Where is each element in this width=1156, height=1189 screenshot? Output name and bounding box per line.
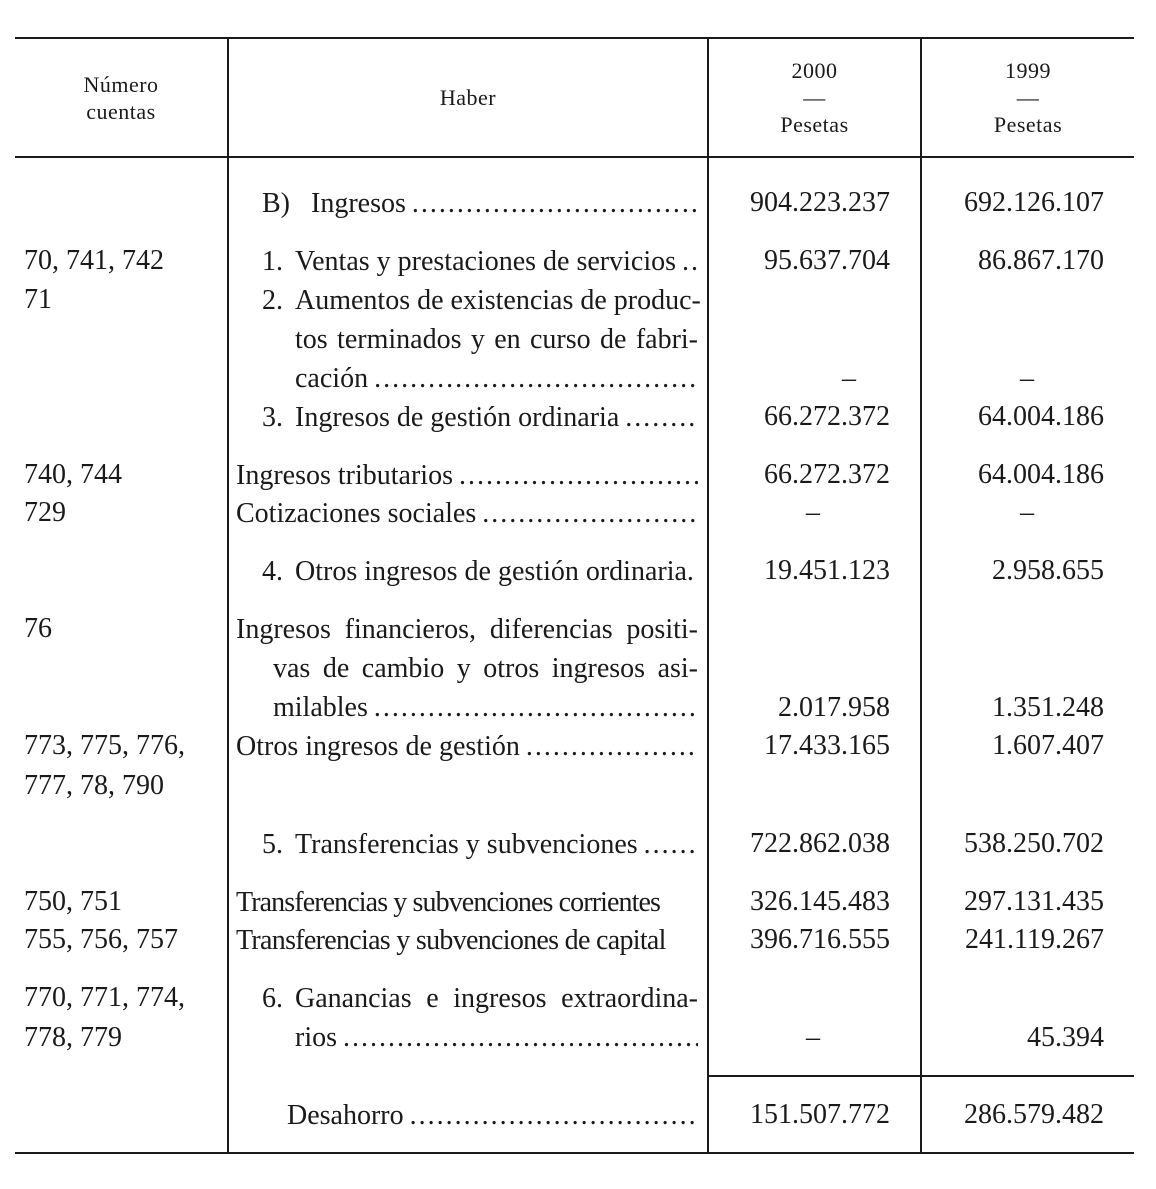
row-label: Transferencias y subvenciones [295, 829, 638, 860]
row-label: Ingresos [311, 188, 406, 219]
leader-dots [374, 688, 698, 727]
row-financieros [236, 610, 698, 727]
header-account-number [15, 71, 227, 125]
value-2000: – [806, 497, 820, 528]
row-label: Transferencias y subvenciones corrientes [236, 887, 661, 918]
column-divider-1 [227, 37, 229, 1153]
leader-dots [412, 184, 698, 223]
value-1999: 1.607.407 [992, 730, 1104, 761]
leader-dots [410, 1096, 698, 1135]
value-1999: 241.119.267 [965, 924, 1104, 955]
value-1999: 297.131.435 [964, 886, 1104, 917]
header-1999-year: 1999 [1005, 58, 1051, 83]
value-2000: 904.223.237 [750, 187, 890, 218]
header-year-2000 [709, 57, 920, 138]
value-1999: 64.004.186 [978, 459, 1104, 490]
account-number: 750, 751 [24, 886, 122, 917]
header-account-line2: cuentas [86, 99, 156, 124]
leader-dots [682, 242, 698, 281]
top-rule [15, 37, 1134, 39]
row-label-line1: Ganancias e ingresos extraordina- [295, 983, 698, 1014]
leader-dots [482, 494, 698, 533]
value-1999: 538.250.702 [964, 828, 1104, 859]
row-label: Cotizaciones sociales [236, 498, 477, 529]
value-2000: 66.272.372 [764, 459, 890, 490]
value-2000: 17.433.165 [764, 730, 890, 761]
value-1999: 692.126.107 [964, 187, 1104, 218]
leader-dots [459, 456, 698, 495]
header-rule [15, 156, 1134, 158]
row-label-line2: rios [295, 1022, 337, 1053]
leader-dots [644, 825, 698, 864]
header-2000-year: 2000 [791, 58, 838, 83]
value-2000: 396.716.555 [750, 924, 890, 955]
row-label: Otros ingresos de gestión [236, 731, 520, 762]
account-number: 755, 756, 757 [24, 924, 178, 955]
row-ingresos [236, 184, 698, 223]
value-1999: 45.394 [1027, 1022, 1104, 1053]
row-label-line3: cación [295, 363, 369, 394]
header-haber [229, 84, 707, 111]
row-label: Otros ingresos de gestión ordinaria. [295, 556, 694, 587]
row-transf-capital [236, 921, 698, 960]
account-number: 770, 771, 774, [24, 982, 185, 1013]
value-1999: – [1020, 497, 1034, 528]
value-2000: 326.145.483 [750, 886, 890, 917]
value-1999: 286.579.482 [964, 1099, 1104, 1130]
value-2000: 722.862.038 [750, 828, 890, 859]
row-cotizaciones [236, 494, 698, 533]
item-number: 6. [262, 983, 283, 1014]
header-1999-dash: — [1016, 85, 1040, 110]
row-label: Desahorro [287, 1100, 404, 1131]
bottom-rule [15, 1152, 1134, 1154]
value-1999: 1.351.248 [992, 692, 1104, 723]
row-desahorro [236, 1096, 698, 1135]
row-ventas [236, 242, 698, 281]
value-1999: 2.958.655 [992, 555, 1104, 586]
leader-dots [625, 398, 698, 437]
item-number: 3. [262, 402, 283, 433]
account-number: 740, 744 [24, 459, 122, 490]
value-2000: – [842, 363, 856, 394]
row-label-line3: milables [273, 692, 368, 723]
row-label-line1: Ingresos financieros, diferencias positi- [236, 614, 698, 645]
account-number: 71 [24, 284, 52, 315]
leader-dots [343, 1018, 698, 1057]
value-2000: – [806, 1022, 820, 1053]
row-ganancias [236, 979, 698, 1057]
row-label: Ventas y prestaciones de servicios [295, 246, 676, 277]
item-number: 2. [262, 285, 283, 316]
row-aumentos [236, 281, 701, 398]
section-letter: B) [262, 188, 290, 219]
row-label-line2: tos terminados y en curso de fabri- [295, 324, 698, 355]
account-number: 76 [24, 613, 52, 644]
account-number: 778, 779 [24, 1022, 122, 1053]
value-1999: 64.004.186 [978, 401, 1104, 432]
row-transferencias [236, 825, 698, 864]
value-2000: 2.017.958 [778, 692, 890, 723]
value-2000: 66.272.372 [764, 401, 890, 432]
row-transf-corrientes [236, 883, 698, 922]
account-number: 773, 775, 776, [24, 730, 185, 761]
header-2000-dash: — [803, 85, 826, 110]
row-gestion-ordinaria [236, 398, 698, 437]
account-number: 70, 741, 742 [24, 245, 164, 276]
account-number: 777, 78, 790 [24, 770, 164, 801]
value-2000: 19.451.123 [764, 555, 890, 586]
header-2000-unit: Pesetas [780, 112, 849, 137]
leader-dots [526, 727, 698, 766]
leader-dots [374, 359, 698, 398]
header-haber-label: Haber [439, 85, 497, 110]
value-1999: 86.867.170 [978, 245, 1104, 276]
row-otros-gestion-ordinaria [236, 552, 698, 591]
row-label: Ingresos de gestión ordinaria [295, 402, 620, 433]
row-tributarios [236, 456, 698, 495]
row-label-line1: Aumentos de existencias de produc- [295, 285, 701, 316]
value-2000: 95.637.704 [764, 245, 890, 276]
row-label: Transferencias y subvenciones de capital [236, 925, 666, 956]
header-1999-unit: Pesetas [993, 112, 1063, 137]
row-label-line2: vas de cambio y otros ingresos asi- [273, 653, 698, 684]
item-number: 1. [262, 246, 283, 277]
value-1999: – [1020, 363, 1034, 394]
header-year-1999 [922, 57, 1134, 138]
header-account-line1: Número [83, 72, 159, 97]
value-2000: 151.507.772 [750, 1099, 890, 1130]
item-number: 5. [262, 829, 283, 860]
column-divider-3 [920, 37, 922, 1153]
column-divider-2 [707, 37, 709, 1153]
item-number: 4. [262, 556, 283, 587]
row-label: Ingresos tributarios [236, 460, 453, 491]
account-number: 729 [24, 497, 66, 528]
row-otros-gestion [236, 727, 698, 766]
